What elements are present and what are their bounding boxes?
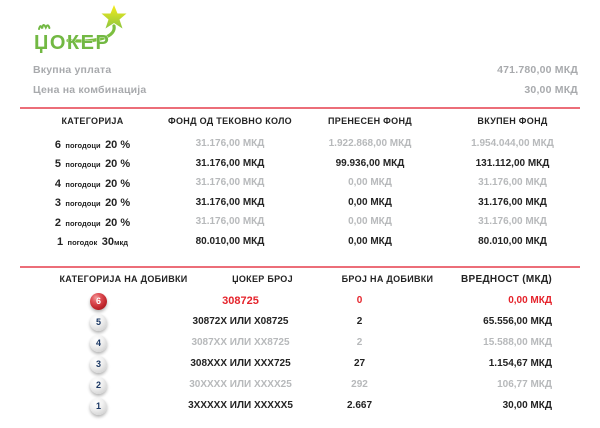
total-fund-value: 31.176,00 МКД [478,196,547,208]
funds-header-category: КАТЕГОРИЈА [61,116,124,126]
category-label [20,174,165,192]
lottery-ball-5 [90,314,107,331]
category-num: 2 [54,216,61,229]
win-value: 65.556,00 МКД [483,316,552,327]
ball-cell [20,396,195,415]
total-fund-value: 31.176,00 МКД [478,216,547,228]
total-fund-value: 1.954.044,00 МКД [471,138,554,150]
category-value: 20 % [105,177,131,190]
win-value: 1.154,67 МКД [488,358,552,369]
win-value: 0,00 МКД [508,295,552,306]
category-num: 3 [54,197,61,210]
joker-number: 30872X ИЛИ X08725 [192,316,289,327]
carried-fund-value: 0,00 МКД [348,235,392,247]
ball-number: 3 [95,359,101,370]
carried-fund-value: 1.922.868,00 МКД [328,138,412,150]
total-payin-row [33,60,578,80]
winnings-row-3 [20,353,580,374]
ball-cell [20,354,195,373]
ball-number: 4 [95,338,101,349]
win-count: 292 [351,379,368,390]
ball-number: 6 [95,296,101,307]
lottery-ball-2 [90,377,107,394]
funds-row-3 [20,193,580,213]
lottery-ball-6 [90,293,107,310]
funds-row-4 [20,173,580,193]
funds-table [20,112,580,251]
current-fund-value: 31.176,00 МКД [195,216,265,228]
category-label [20,213,165,231]
current-fund-value: 80.010,00 МКД [195,235,265,247]
total-fund-value: 80.010,00 МКД [478,235,547,247]
ball-number: 1 [95,401,101,412]
category-label [20,232,165,250]
total-fund-value: 31.176,00 МКД [478,177,547,189]
category-value: 20 % [105,197,131,210]
category-value-suffix: мкд [113,238,129,248]
funds-header-total-fund: ВКУПЕН ФОНД [477,116,548,126]
winnings-table-header [20,268,580,290]
funds-header-carried-fund: ПРЕНЕСЕН ФОНД [328,116,412,126]
winnings-header-value: ВРЕДНОСТ (МКД) [461,273,552,285]
lottery-ball-4 [90,335,107,352]
summary-section [33,60,578,100]
win-value: 30,00 МКД [502,400,552,411]
total-payin-value: 471.780,00 МКД [497,64,578,76]
winnings-row-6 [20,290,580,311]
win-value: 15.588,00 МКД [483,337,552,348]
winnings-row-2 [20,374,580,395]
category-num: 6 [54,138,61,151]
funds-row-5 [20,154,580,174]
ball-number: 2 [95,380,101,391]
funds-table-header [20,112,580,130]
win-count: 2 [356,337,363,348]
category-label [20,135,165,153]
carried-fund-value: 0,00 МКД [348,177,392,189]
ball-number: 5 [95,317,101,328]
funds-row-1 [20,232,580,252]
win-count: 0 [356,295,363,306]
funds-header-current-fund: ФОНД ОД ТЕКОВНО КОЛО [168,116,292,126]
winnings-header-category: КАТЕГОРИЈА НА ДОБИВКИ [59,274,188,284]
winnings-row-1 [20,395,580,416]
funds-row-2 [20,212,580,232]
carried-fund-value: 0,00 МКД [348,216,392,228]
logo-crown-splash [39,25,49,29]
winnings-row-5 [20,311,580,332]
joker-number: 308725 [222,294,259,307]
joker-number: 30XXXX ИЛИ XXXX25 [189,379,292,390]
carried-fund-value: 0,00 МКД [348,196,392,208]
current-fund-value: 31.176,00 МКД [195,138,265,150]
winnings-header-joker-number: ЏОКЕР БРОЈ [232,274,293,284]
joker-number: 3XXXXX ИЛИ XXXXX5 [188,400,293,411]
carried-fund-value: 99.936,00 МКД [335,157,405,169]
total-payin-label: Вкупна уплата [33,64,112,76]
winnings-header-win-count: БРОЈ НА ДОБИВКИ [341,274,434,284]
current-fund-value: 31.176,00 МКД [195,177,265,189]
combination-price-value: 30,00 МКД [524,84,578,96]
category-label [20,193,165,211]
divider-top [20,107,580,109]
category-value: 20 % [105,138,131,151]
logo-text: ЏОКЕР [34,32,111,54]
funds-row-6 [20,134,580,154]
total-fund-value: 131.112,00 МКД [475,157,550,169]
current-fund-value: 31.176,00 МКД [195,157,265,169]
category-word: погодоци [65,140,101,150]
category-value: 20 % [105,158,131,171]
joker-logo-graphic [28,4,148,58]
ball-cell [20,312,195,331]
category-word: погодок [67,238,98,248]
lottery-ball-3 [90,356,107,373]
joker-number: 308XXX ИЛИ XXX725 [190,358,291,369]
category-num: 1 [56,236,64,249]
combination-price-label: Цена на комбинација [33,84,147,96]
winnings-row-4 [20,332,580,353]
combination-price-row [33,80,578,100]
winnings-table [20,268,580,416]
category-word: погодоци [65,199,101,209]
current-fund-value: 31.176,00 МКД [195,196,265,208]
category-value: 20 % [105,216,131,229]
joker-number: 3087XX ИЛИ XX8725 [191,337,290,348]
win-count: 2 [356,316,363,327]
category-num: 4 [54,177,61,190]
ball-cell [20,333,195,352]
win-value: 106,77 МКД [497,379,552,390]
category-label [20,154,165,172]
joker-logo[interactable] [28,4,148,58]
category-num: 5 [54,158,61,171]
win-count: 2.667 [346,400,373,411]
category-value: 30 [101,236,114,249]
ball-cell [20,375,195,394]
win-count: 27 [353,358,366,369]
ball-cell [20,291,195,310]
category-word: погодоци [65,160,101,170]
category-word: погодоци [65,218,101,228]
category-word: погодоци [65,179,101,189]
lottery-ball-1 [90,398,107,415]
